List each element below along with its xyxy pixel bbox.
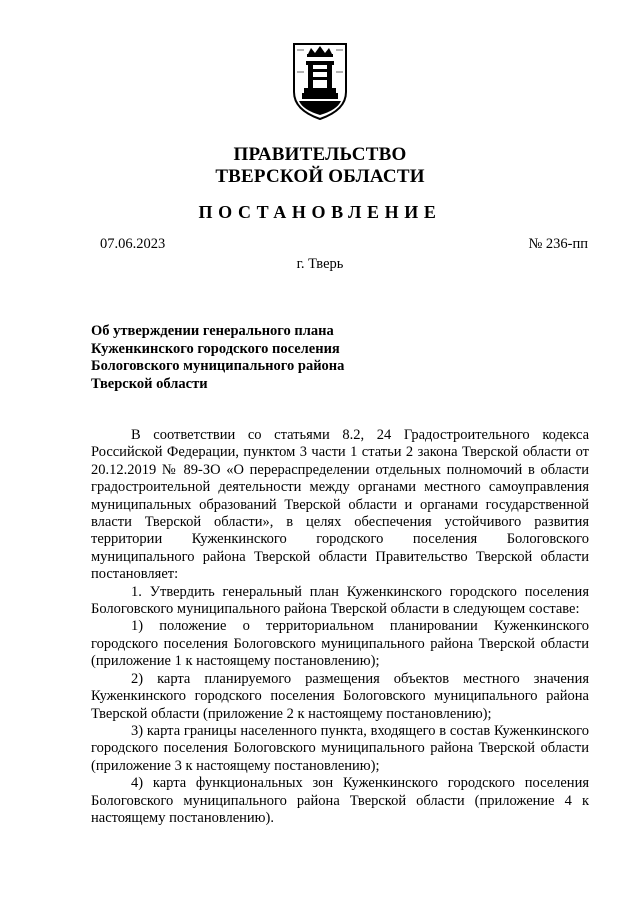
title-line: Об утверждении генерального плана [91, 323, 334, 339]
subitem-4-paragraph: 4) карта функциональных зон Куженкинского городского поселения Бологовского муниципального района Тверской области (приложение 4 к настоящему постановлению). [91, 775, 589, 826]
document-city: г. Тверь [296, 256, 344, 272]
document-type: ПОСТАНОВЛЕНИЕ [198, 202, 442, 222]
organization-name-line2: ТВЕРСКОЙ ОБЛАСТИ [215, 166, 425, 187]
tver-coat-of-arms-icon [291, 42, 349, 121]
document-title [91, 323, 391, 393]
title-line: Бологовского муниципального района [91, 358, 345, 374]
preamble-paragraph: В соответствии со статьями 8.2, 24 Градостроительного кодекса Российской Федерации, пунктом 3 части 1 статьи 2 закона Тверской области от 20.12.2019 № 89-ЗО «О перераспределении отдельных полномочий в области градостроительной деятельности между органами местного самоуправления муниципальных образований Тверской области и органами государственной власти Тверской области», в целях обеспечения устойчивого развития территории Куженкинского городского поселения Бологовского муниципального района Тверской области Правительство Тверской области постановляет: [91, 427, 589, 583]
title-line: Куженкинского городского поселения [91, 340, 340, 357]
organization-name-line1: ПРАВИТЕЛЬСТВО [233, 144, 407, 165]
item-1-paragraph: 1. Утвердить генеральный план Куженкинского городского поселения Бологовского муниципального района Тверской области в следующем составе: [91, 583, 589, 618]
subitem-3-paragraph: 3) карта границы населенного пункта, входящего в состав Куженкинского городского поселения Бологовского муниципального района Тверской области (приложение 3 к настоящему постановлению); [91, 722, 589, 774]
title-line: Тверской области [91, 375, 208, 392]
document-body [91, 427, 589, 827]
subitem-2-paragraph: 2) карта планируемого размещения объектов местного значения Куженкинского городского поселения Бологовского муниципального района Тверской области (приложение 2 к настоящему постановлению); [91, 670, 589, 722]
document-number: № 236-пп [528, 236, 588, 252]
document-date: 07.06.2023 [100, 236, 166, 252]
subitem-1-paragraph: 1) положение о территориальном планировании Куженкинского городского поселения Бологовского муниципального района Тверской области (приложение 1 к настоящему постановлению); [91, 618, 589, 670]
